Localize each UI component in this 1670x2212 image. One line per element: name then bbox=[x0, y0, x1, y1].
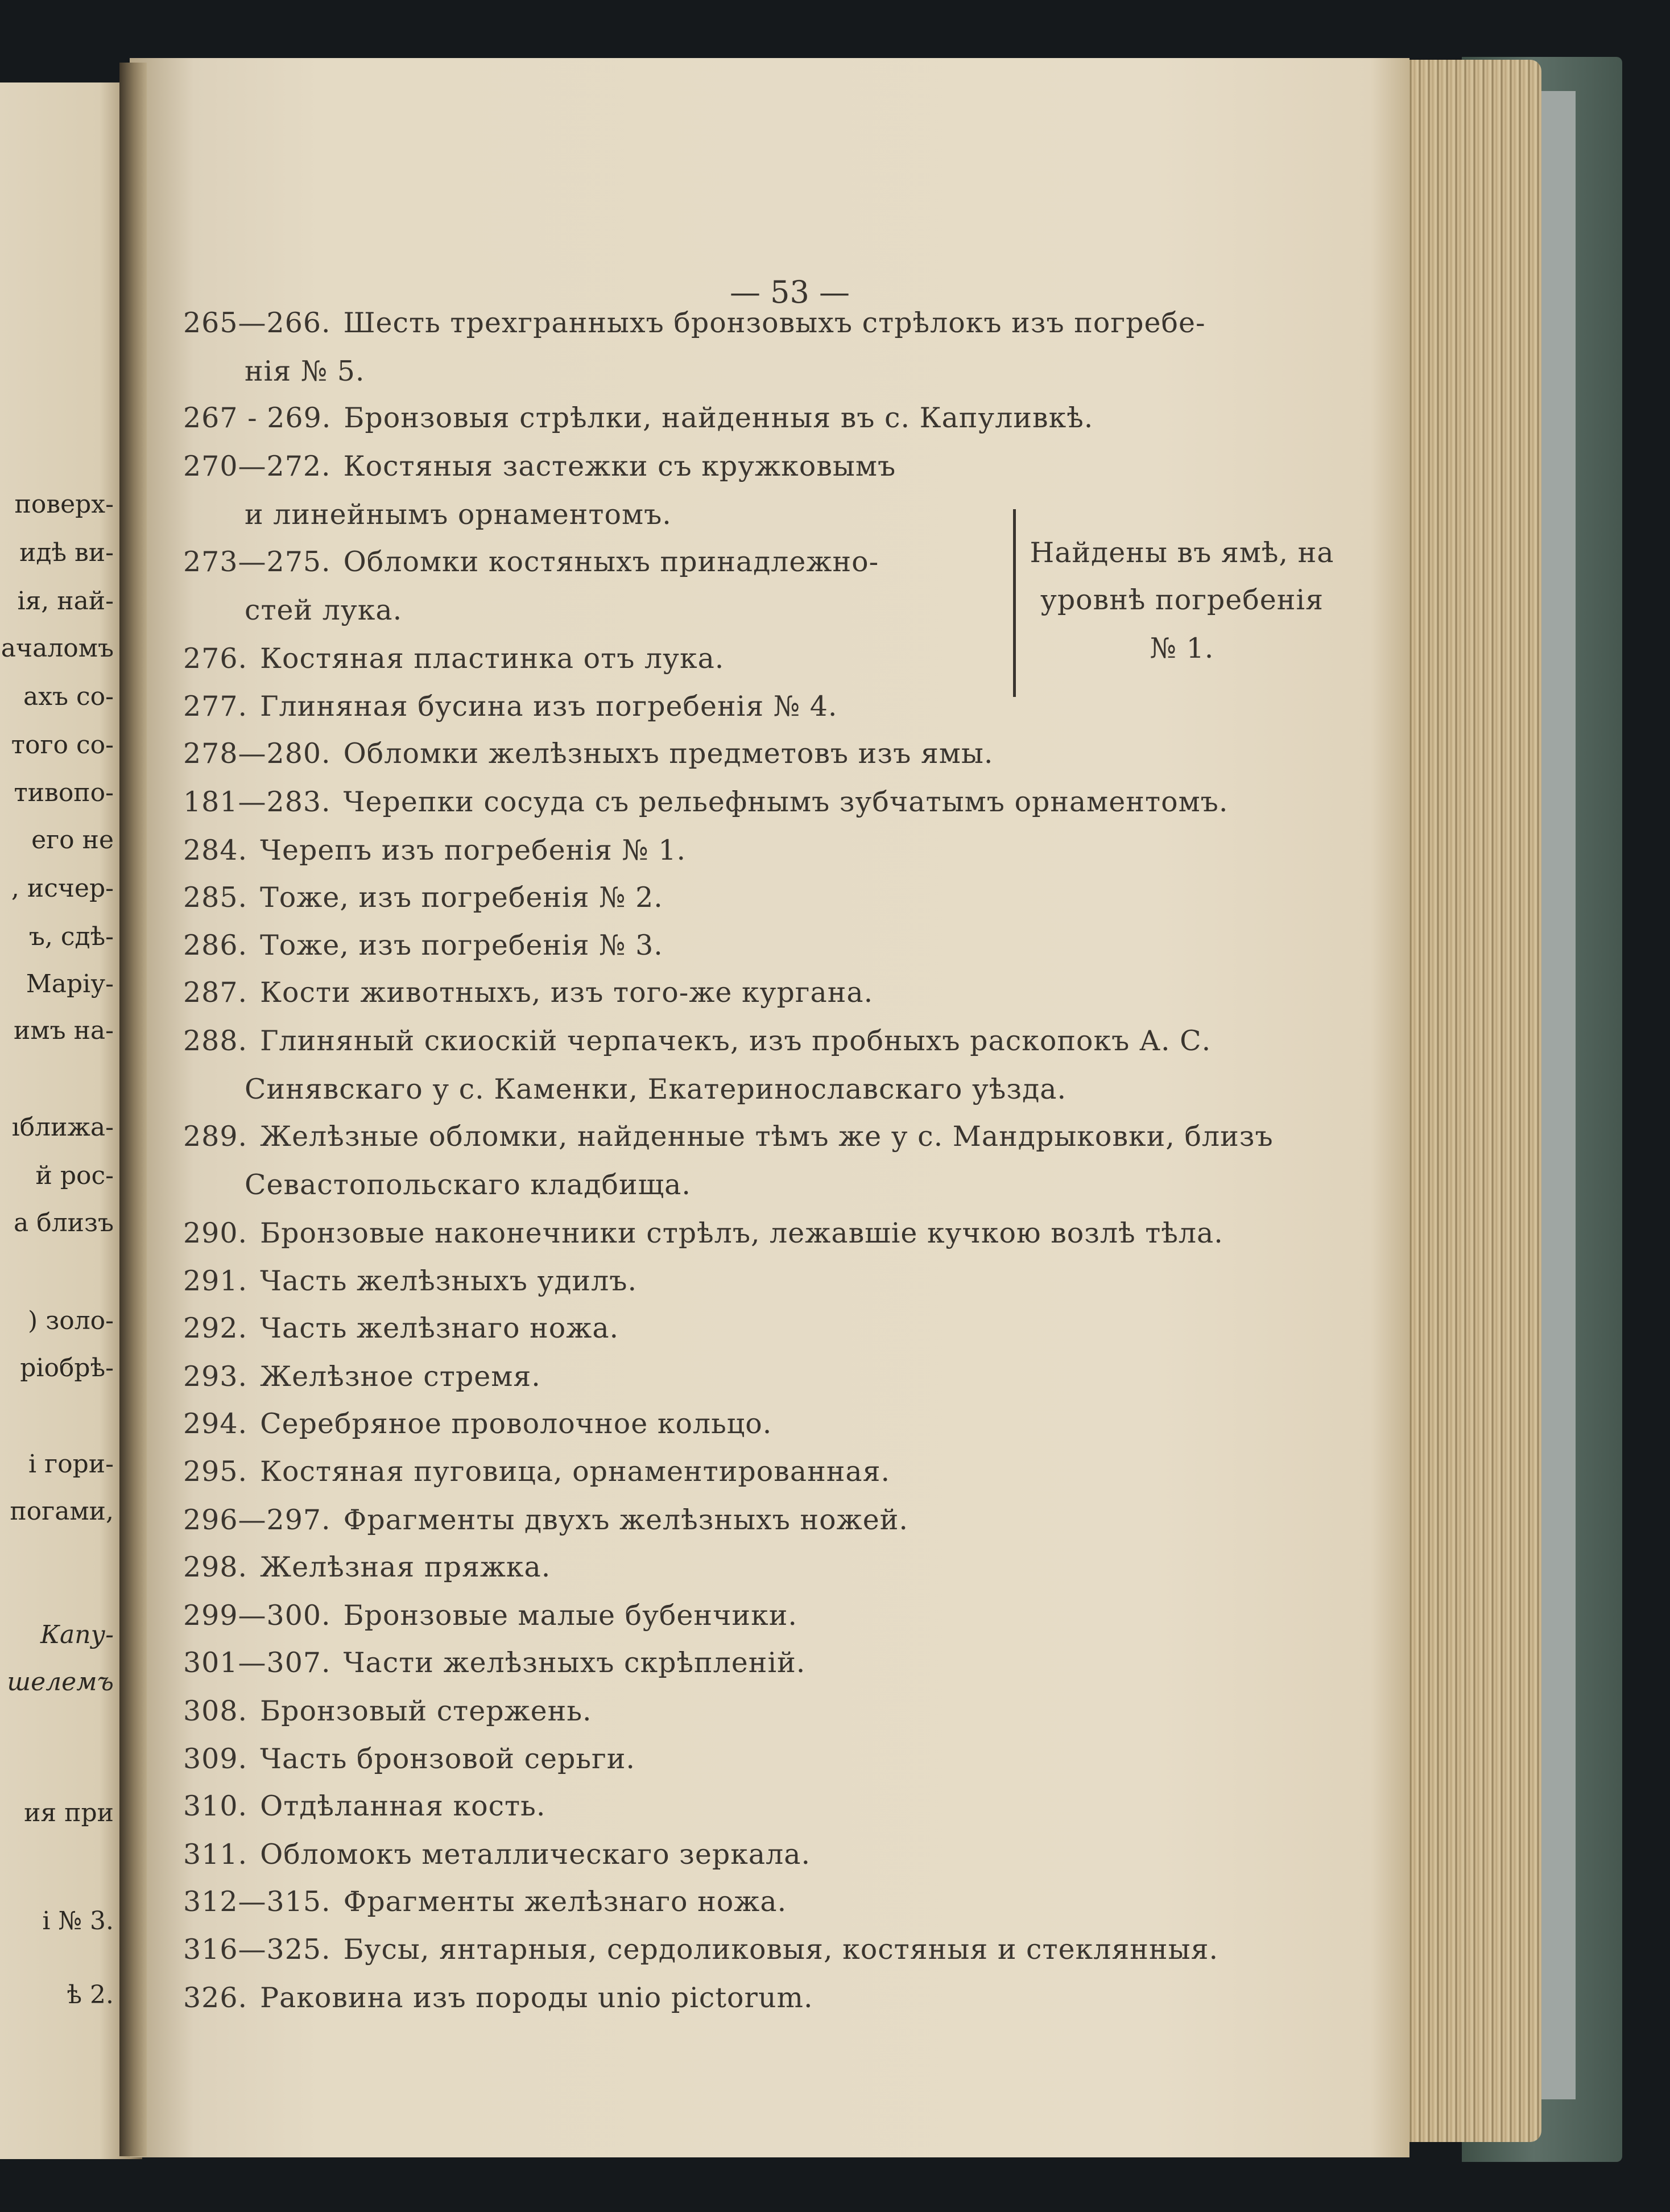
entry-number: 311. bbox=[183, 1838, 248, 1871]
left-page-line: ия при bbox=[24, 1798, 114, 1827]
entry-text: Фрагменты желѣзнаго ножа. bbox=[343, 1885, 787, 1918]
left-page-line: тивопо- bbox=[14, 778, 114, 807]
entry-number: 292. bbox=[183, 1312, 248, 1344]
cover-lining bbox=[1536, 91, 1576, 2099]
entry-number: 285. bbox=[183, 881, 248, 914]
entry-number: 270—272. bbox=[183, 450, 331, 482]
entry-text: Бронзовые наконечники стрѣлъ, лежавшіе кучкою возлѣ тѣла. bbox=[260, 1217, 1223, 1249]
catalog-entry bbox=[183, 1219, 1223, 1247]
catalog-entry bbox=[183, 1506, 908, 1534]
entry-number: 296—297. bbox=[183, 1504, 331, 1536]
entry-text: Отдѣланная кость. bbox=[260, 1790, 546, 1822]
left-page-line: Капу- bbox=[40, 1620, 114, 1649]
catalog-entry bbox=[183, 1599, 797, 1632]
entry-text: Серебряное проволочное кольцо. bbox=[260, 1408, 772, 1440]
entry-text: Части желѣзныхъ скрѣпленій. bbox=[343, 1646, 806, 1679]
catalog-entry bbox=[183, 931, 663, 959]
catalog-entry bbox=[183, 1455, 891, 1488]
bracket-line bbox=[1013, 509, 1016, 697]
left-page-line: того со- bbox=[11, 731, 114, 760]
entry-continuation: стей лука. bbox=[245, 594, 403, 626]
entry-number: 308. bbox=[183, 1695, 248, 1727]
entry-text: Бусы, янтарныя, сердоликовыя, костяныя и стеклянныя. bbox=[343, 1933, 1219, 1966]
entry-text: Глиняный скиоскій черпачекъ, изъ пробныхъ раскопокъ А. С. bbox=[260, 1025, 1212, 1057]
entry-number: 181—283. bbox=[183, 786, 331, 818]
catalog-entry bbox=[183, 690, 838, 723]
entry-text: Желѣзная пряжка. bbox=[260, 1551, 551, 1583]
book-gutter bbox=[119, 63, 147, 2156]
catalog-entry bbox=[183, 1792, 545, 1820]
catalog-entry bbox=[183, 976, 874, 1009]
catalog-entry bbox=[183, 788, 1228, 816]
entry-number: 312—315. bbox=[183, 1885, 331, 1918]
catalog-entry bbox=[183, 881, 663, 914]
entry-number: 294. bbox=[183, 1408, 248, 1440]
left-page-line: погами, bbox=[10, 1497, 114, 1526]
left-page-line: Маріу- bbox=[26, 969, 114, 998]
entry-text: Желѣзное стремя. bbox=[260, 1360, 541, 1393]
catalog-entry bbox=[183, 452, 896, 480]
catalog-entry bbox=[183, 1360, 541, 1393]
left-page-line: шелемъ bbox=[7, 1668, 114, 1697]
catalog-entry bbox=[183, 1267, 637, 1295]
catalog-entry bbox=[183, 1553, 551, 1581]
entry-number: 326. bbox=[183, 1982, 248, 2014]
entry-text: Тоже, изъ погребенія № 2. bbox=[260, 881, 663, 914]
left-page-line: ) золо- bbox=[28, 1306, 114, 1335]
side-note-line-1: Найдены въ ямѣ, на bbox=[1030, 537, 1334, 569]
entry-text: Часть желѣзнаго ножа. bbox=[260, 1312, 619, 1344]
left-page-line: і гори- bbox=[28, 1450, 114, 1479]
left-page-line: ѣ 2. bbox=[67, 1980, 114, 2009]
left-page-line: і № 3. bbox=[42, 1906, 114, 1936]
entry-number: 288. bbox=[183, 1025, 248, 1057]
entry-number: 265—266. bbox=[183, 307, 331, 339]
catalog-entry bbox=[183, 1027, 1211, 1055]
catalog-entry bbox=[183, 548, 879, 576]
left-page-line: ахъ со- bbox=[23, 682, 114, 711]
catalog-entry bbox=[183, 309, 1206, 337]
entry-number: 267 - 269. bbox=[183, 402, 332, 434]
entry-continuation: Синявскаго у с. Каменки, Екатеринославскаго уѣзда. bbox=[245, 1073, 1067, 1105]
catalog-entry bbox=[183, 1697, 592, 1725]
left-page-line: поверх- bbox=[14, 490, 114, 519]
entry-text: Бронзовыя стрѣлки, найденныя въ с. Капуливкѣ. bbox=[344, 402, 1094, 434]
entry-text: Раковина изъ породы unio pictorum. bbox=[260, 1982, 813, 2014]
entry-text: Кости животныхъ, изъ того-же кургана. bbox=[260, 976, 874, 1009]
entry-text: Желѣзные обломки, найденные тѣмъ же у с. Мандрыковки, близъ bbox=[260, 1120, 1274, 1153]
entry-text: Черепки сосуда съ рельефнымъ зубчатымъ орнаментомъ. bbox=[343, 786, 1229, 818]
entry-text: Бронзовый стержень. bbox=[260, 1695, 592, 1727]
entry-number: 309. bbox=[183, 1743, 248, 1775]
entry-continuation: Севастопольскаго кладбища. bbox=[245, 1169, 691, 1201]
entry-number: 316—325. bbox=[183, 1933, 331, 1966]
entry-number: 277. bbox=[183, 690, 248, 723]
catalog-entry bbox=[183, 1885, 787, 1918]
entry-text: Шесть трехгранныхъ бронзовыхъ стрѣлокъ изъ погребе- bbox=[343, 307, 1206, 339]
entry-text: Костяная пластинка отъ лука. bbox=[260, 642, 725, 675]
catalog-entry bbox=[183, 737, 994, 770]
entry-number: 293. bbox=[183, 1360, 248, 1393]
catalog-entry bbox=[183, 1745, 635, 1773]
entry-number: 273—275. bbox=[183, 546, 331, 578]
entry-number: 278—280. bbox=[183, 737, 331, 770]
catalog-entry bbox=[183, 1838, 811, 1871]
catalog-entry bbox=[183, 836, 686, 864]
catalog-entry bbox=[183, 1984, 813, 2012]
book-page bbox=[130, 58, 1409, 2157]
entry-number: 290. bbox=[183, 1217, 248, 1249]
catalog-entry bbox=[183, 1646, 806, 1679]
entry-continuation: и линейнымъ орнаментомъ. bbox=[245, 498, 672, 531]
entry-number: 286. bbox=[183, 929, 248, 961]
left-page-line: ріобрѣ- bbox=[20, 1353, 114, 1383]
entry-text: Обломокъ металлическаго зеркала. bbox=[260, 1838, 811, 1871]
left-page-line: а близъ bbox=[14, 1208, 114, 1237]
entry-number: 287. bbox=[183, 976, 248, 1009]
catalog-entry bbox=[183, 1410, 772, 1438]
entry-text: Черепъ изъ погребенія № 1. bbox=[260, 834, 687, 866]
page-number: — 53 — bbox=[730, 274, 850, 310]
entry-number: 284. bbox=[183, 834, 248, 866]
left-page-line: идѣ ви- bbox=[19, 538, 114, 567]
entry-text: Обломки желѣзныхъ предметовъ изъ ямы. bbox=[343, 737, 994, 770]
left-page-line: , исчер- bbox=[11, 874, 114, 903]
left-page-line: его не bbox=[31, 826, 114, 855]
side-note-line-3: № 1. bbox=[1150, 632, 1214, 665]
side-note-line-2: уровнѣ погребенія bbox=[1040, 584, 1324, 616]
entry-number: 299—300. bbox=[183, 1599, 331, 1632]
catalog-entry bbox=[183, 1314, 619, 1342]
entry-number: 276. bbox=[183, 642, 248, 675]
entry-text: Бронзовые малые бубенчики. bbox=[343, 1599, 797, 1632]
page-edges bbox=[1388, 60, 1541, 2142]
entry-number: 295. bbox=[183, 1455, 248, 1488]
catalog-entry bbox=[183, 404, 1093, 432]
entry-continuation: нія № 5. bbox=[245, 355, 365, 387]
entry-text: Часть бронзовой серьги. bbox=[260, 1743, 635, 1775]
catalog-entry bbox=[183, 1933, 1219, 1966]
left-page-line: ıближа- bbox=[11, 1113, 114, 1142]
left-page-line: ъ, сдѣ- bbox=[28, 922, 114, 951]
left-page-line: й рос- bbox=[35, 1161, 114, 1190]
catalog-entry bbox=[183, 642, 725, 675]
entry-number: 289. bbox=[183, 1120, 248, 1153]
left-page-line: имъ на- bbox=[14, 1016, 114, 1045]
left-page-line: ія, най- bbox=[17, 587, 114, 616]
left-page-line: ачаломъ bbox=[1, 634, 114, 663]
entry-text: Обломки костяныхъ принадлежно- bbox=[343, 546, 879, 578]
entry-number: 291. bbox=[183, 1265, 248, 1297]
entry-number: 298. bbox=[183, 1551, 248, 1583]
entry-text: Тоже, изъ погребенія № 3. bbox=[260, 929, 663, 961]
entry-text: Костяная пуговица, орнаментированная. bbox=[260, 1455, 891, 1488]
entry-number: 301—307. bbox=[183, 1646, 331, 1679]
catalog-entry bbox=[183, 1120, 1274, 1153]
entry-number: 310. bbox=[183, 1790, 248, 1822]
entry-text: Костяныя застежки съ кружковымъ bbox=[343, 450, 896, 482]
entry-text: Фрагменты двухъ желѣзныхъ ножей. bbox=[343, 1504, 908, 1536]
entry-text: Часть желѣзныхъ удилъ. bbox=[260, 1265, 638, 1297]
entry-text: Глиняная бусина изъ погребенія № 4. bbox=[260, 690, 838, 723]
